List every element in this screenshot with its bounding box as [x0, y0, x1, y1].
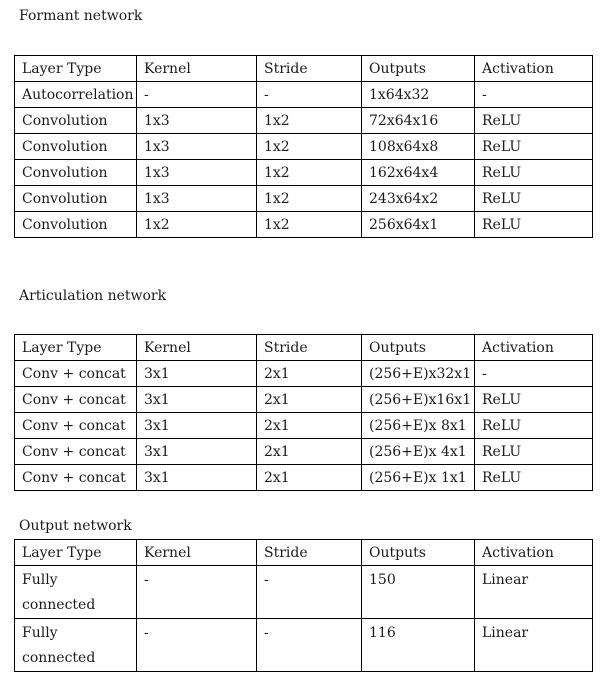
cell-activation: ReLU — [475, 439, 593, 465]
cell-activation: ReLU — [475, 186, 593, 212]
table-row — [15, 387, 593, 413]
cell-stride: - — [257, 566, 362, 619]
cell-layer-type-text: Fully connected — [22, 625, 96, 666]
cell-kernel: 1x3 — [137, 186, 257, 212]
column-header-stride: Stride — [257, 335, 362, 361]
cell-outputs: 162x64x4 — [362, 160, 475, 186]
column-header-layer-type: Layer Type — [15, 56, 137, 82]
cell-outputs: 72x64x16 — [362, 108, 475, 134]
cell-kernel: 3x1 — [137, 465, 257, 491]
cell-kernel: 3x1 — [137, 413, 257, 439]
cell-kernel: 1x3 — [137, 108, 257, 134]
cell-stride: 2x1 — [257, 387, 362, 413]
cell-outputs: (256+E)x16x1 — [362, 387, 475, 413]
formant-network-table — [14, 55, 593, 238]
cell-activation: ReLU — [475, 413, 593, 439]
cell-layer-type: Convolution — [15, 212, 137, 238]
table-row — [15, 82, 593, 108]
cell-kernel: 3x1 — [137, 361, 257, 387]
table-header-row — [15, 56, 593, 82]
cell-outputs: 243x64x2 — [362, 186, 475, 212]
cell-outputs: 1x64x32 — [362, 82, 475, 108]
column-header-stride: Stride — [257, 540, 362, 566]
cell-stride: - — [257, 82, 362, 108]
column-header-kernel: Kernel — [137, 540, 257, 566]
table-row — [15, 465, 593, 491]
column-header-layer-type: Layer Type — [15, 540, 137, 566]
cell-stride: 1x2 — [257, 108, 362, 134]
table-row — [15, 212, 593, 238]
output-network-title: Output network — [19, 518, 132, 534]
cell-kernel: 1x3 — [137, 160, 257, 186]
articulation-network-title: Articulation network — [19, 288, 167, 304]
column-header-outputs: Outputs — [362, 56, 475, 82]
column-header-activation: Activation — [475, 56, 593, 82]
cell-stride: 2x1 — [257, 439, 362, 465]
table-row — [15, 439, 593, 465]
cell-outputs: 108x64x8 — [362, 134, 475, 160]
articulation-network-table — [14, 334, 593, 491]
cell-activation: ReLU — [475, 212, 593, 238]
cell-activation: ReLU — [475, 134, 593, 160]
cell-stride: 1x2 — [257, 160, 362, 186]
table-header-row — [15, 335, 593, 361]
cell-stride: 2x1 — [257, 413, 362, 439]
cell-kernel: 1x3 — [137, 134, 257, 160]
cell-activation: ReLU — [475, 108, 593, 134]
table-row — [15, 108, 593, 134]
column-header-kernel: Kernel — [137, 335, 257, 361]
table-row — [15, 566, 593, 619]
cell-kernel: - — [137, 619, 257, 672]
table-row — [15, 134, 593, 160]
cell-outputs: (256+E)x 4x1 — [362, 439, 475, 465]
cell-stride: 2x1 — [257, 361, 362, 387]
cell-layer-type: Convolution — [15, 134, 137, 160]
table-row — [15, 186, 593, 212]
table-row — [15, 160, 593, 186]
cell-outputs: 150 — [362, 566, 475, 619]
table-header-row — [15, 540, 593, 566]
cell-layer-type: Conv + concat — [15, 413, 137, 439]
column-header-outputs: Outputs — [362, 335, 475, 361]
cell-layer-type: Convolution — [15, 160, 137, 186]
cell-outputs: (256+E)x32x1 — [362, 361, 475, 387]
cell-activation: Linear — [475, 566, 593, 619]
cell-kernel: - — [137, 82, 257, 108]
cell-stride: 1x2 — [257, 186, 362, 212]
cell-kernel: 1x2 — [137, 212, 257, 238]
cell-stride: - — [257, 619, 362, 672]
cell-activation: ReLU — [475, 160, 593, 186]
table-row — [15, 619, 593, 672]
cell-layer-type: Conv + concat — [15, 361, 137, 387]
cell-layer-type: Convolution — [15, 108, 137, 134]
output-network-table — [14, 539, 593, 672]
cell-outputs: 256x64x1 — [362, 212, 475, 238]
cell-outputs: (256+E)x 8x1 — [362, 413, 475, 439]
cell-kernel: 3x1 — [137, 387, 257, 413]
column-header-layer-type: Layer Type — [15, 335, 137, 361]
cell-outputs: 116 — [362, 619, 475, 672]
cell-outputs: (256+E)x 1x1 — [362, 465, 475, 491]
column-header-stride: Stride — [257, 56, 362, 82]
cell-layer-type-text: Fully connected — [22, 572, 96, 613]
cell-layer-type — [15, 619, 137, 672]
cell-layer-type: Autocorrelation — [15, 82, 137, 108]
column-header-kernel: Kernel — [137, 56, 257, 82]
table-row — [15, 361, 593, 387]
cell-activation: ReLU — [475, 465, 593, 491]
cell-layer-type: Conv + concat — [15, 387, 137, 413]
cell-activation: - — [475, 361, 593, 387]
cell-layer-type: Conv + concat — [15, 439, 137, 465]
column-header-activation: Activation — [475, 335, 593, 361]
cell-layer-type: Convolution — [15, 186, 137, 212]
cell-kernel: - — [137, 566, 257, 619]
cell-stride: 2x1 — [257, 465, 362, 491]
cell-layer-type: Conv + concat — [15, 465, 137, 491]
column-header-activation: Activation — [475, 540, 593, 566]
cell-stride: 1x2 — [257, 134, 362, 160]
cell-kernel: 3x1 — [137, 439, 257, 465]
table-row — [15, 413, 593, 439]
column-header-outputs: Outputs — [362, 540, 475, 566]
formant-network-title: Formant network — [19, 8, 143, 24]
cell-stride: 1x2 — [257, 212, 362, 238]
cell-activation: ReLU — [475, 387, 593, 413]
cell-layer-type — [15, 566, 137, 619]
cell-activation: - — [475, 82, 593, 108]
cell-activation: Linear — [475, 619, 593, 672]
